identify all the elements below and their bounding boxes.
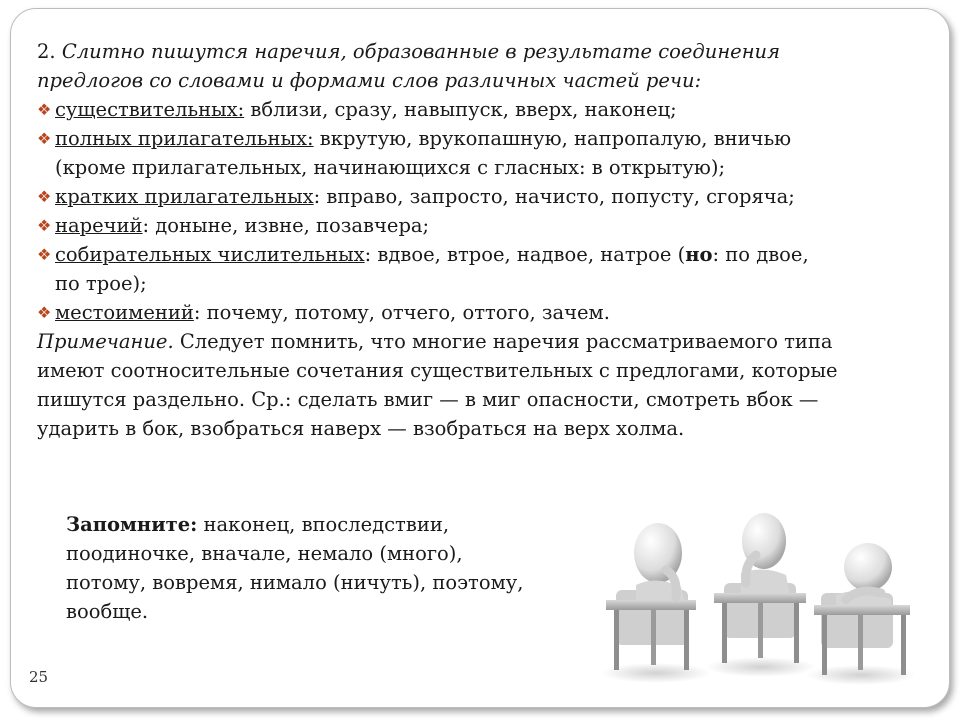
list-item [37, 211, 877, 240]
item-term: кратких прилагательных [55, 185, 314, 208]
heading-number: 2. [37, 40, 56, 63]
item-term: собирательных числительных [55, 243, 365, 266]
diamond-bullet-icon: ❖ [37, 100, 52, 119]
item-text: вблизи, сразу, навыпуск, вверх, наконец; [244, 98, 677, 121]
remember-text: наконец, впоследствии, поодиночке, вначале, немало (много), потому, вовремя, нимало (ничуть), поэтому, вообще. [66, 513, 524, 623]
list-item [37, 298, 877, 327]
heading-text: Слитно пишутся наречия, образованные в результате соединения предлогов со словами и формами слов различных частей речи: [37, 40, 781, 92]
item-term: местоимений [55, 301, 194, 324]
diamond-bullet-icon: ❖ [37, 216, 52, 235]
note [37, 327, 877, 443]
item-text: вкрутую, врукопашную, напропалую, вничью [313, 127, 792, 150]
thinking-students-illustration [596, 505, 926, 705]
student-figure [814, 543, 910, 675]
item-term: наречий [55, 214, 143, 237]
item-text: : вдвое, втрое, надвое, натрое ( [364, 243, 686, 266]
item-text: : почему, потому, отчего, оттого, зачем. [193, 301, 610, 324]
note-text: Следует помнить, что многие наречия рассматриваемого типа имеют соотносительные сочетания существительных с предлогами, которые пишутся раздельно. Ср.: сделать вмиг — в миг опасности, смотреть вбок — ударить в бок, взобраться наверх — взобраться на верх холма. [37, 330, 838, 440]
student-figure [714, 513, 806, 663]
student-figure [606, 523, 696, 670]
item-term: существительных: [55, 98, 245, 121]
list-item [37, 240, 877, 298]
list-item [37, 95, 877, 124]
list-item [37, 182, 877, 211]
item-text: : доныне, извне, позавчера; [142, 214, 430, 237]
diamond-bullet-icon: ❖ [37, 129, 52, 148]
item-continuation: (кроме прилагательных, начинающихся с гласных: в открытую); [55, 156, 726, 179]
item-text-2: : по двое, [712, 243, 809, 266]
item-term: полных прилагательных: [55, 127, 314, 150]
item-continuation: по трое); [55, 272, 147, 295]
diamond-bullet-icon: ❖ [37, 245, 52, 264]
item-text: : вправо, запросто, начисто, попусту, сгоряча; [313, 185, 795, 208]
list-item [37, 124, 877, 182]
remember-box [66, 510, 526, 626]
page-number: 25 [29, 668, 49, 686]
diamond-bullet-icon: ❖ [37, 303, 52, 322]
item-bold: но [685, 243, 713, 266]
remember-label: Запомните: [66, 513, 198, 536]
heading [37, 37, 877, 95]
main-content [37, 37, 877, 443]
diamond-bullet-icon: ❖ [37, 187, 52, 206]
note-label: Примечание. [37, 330, 174, 353]
